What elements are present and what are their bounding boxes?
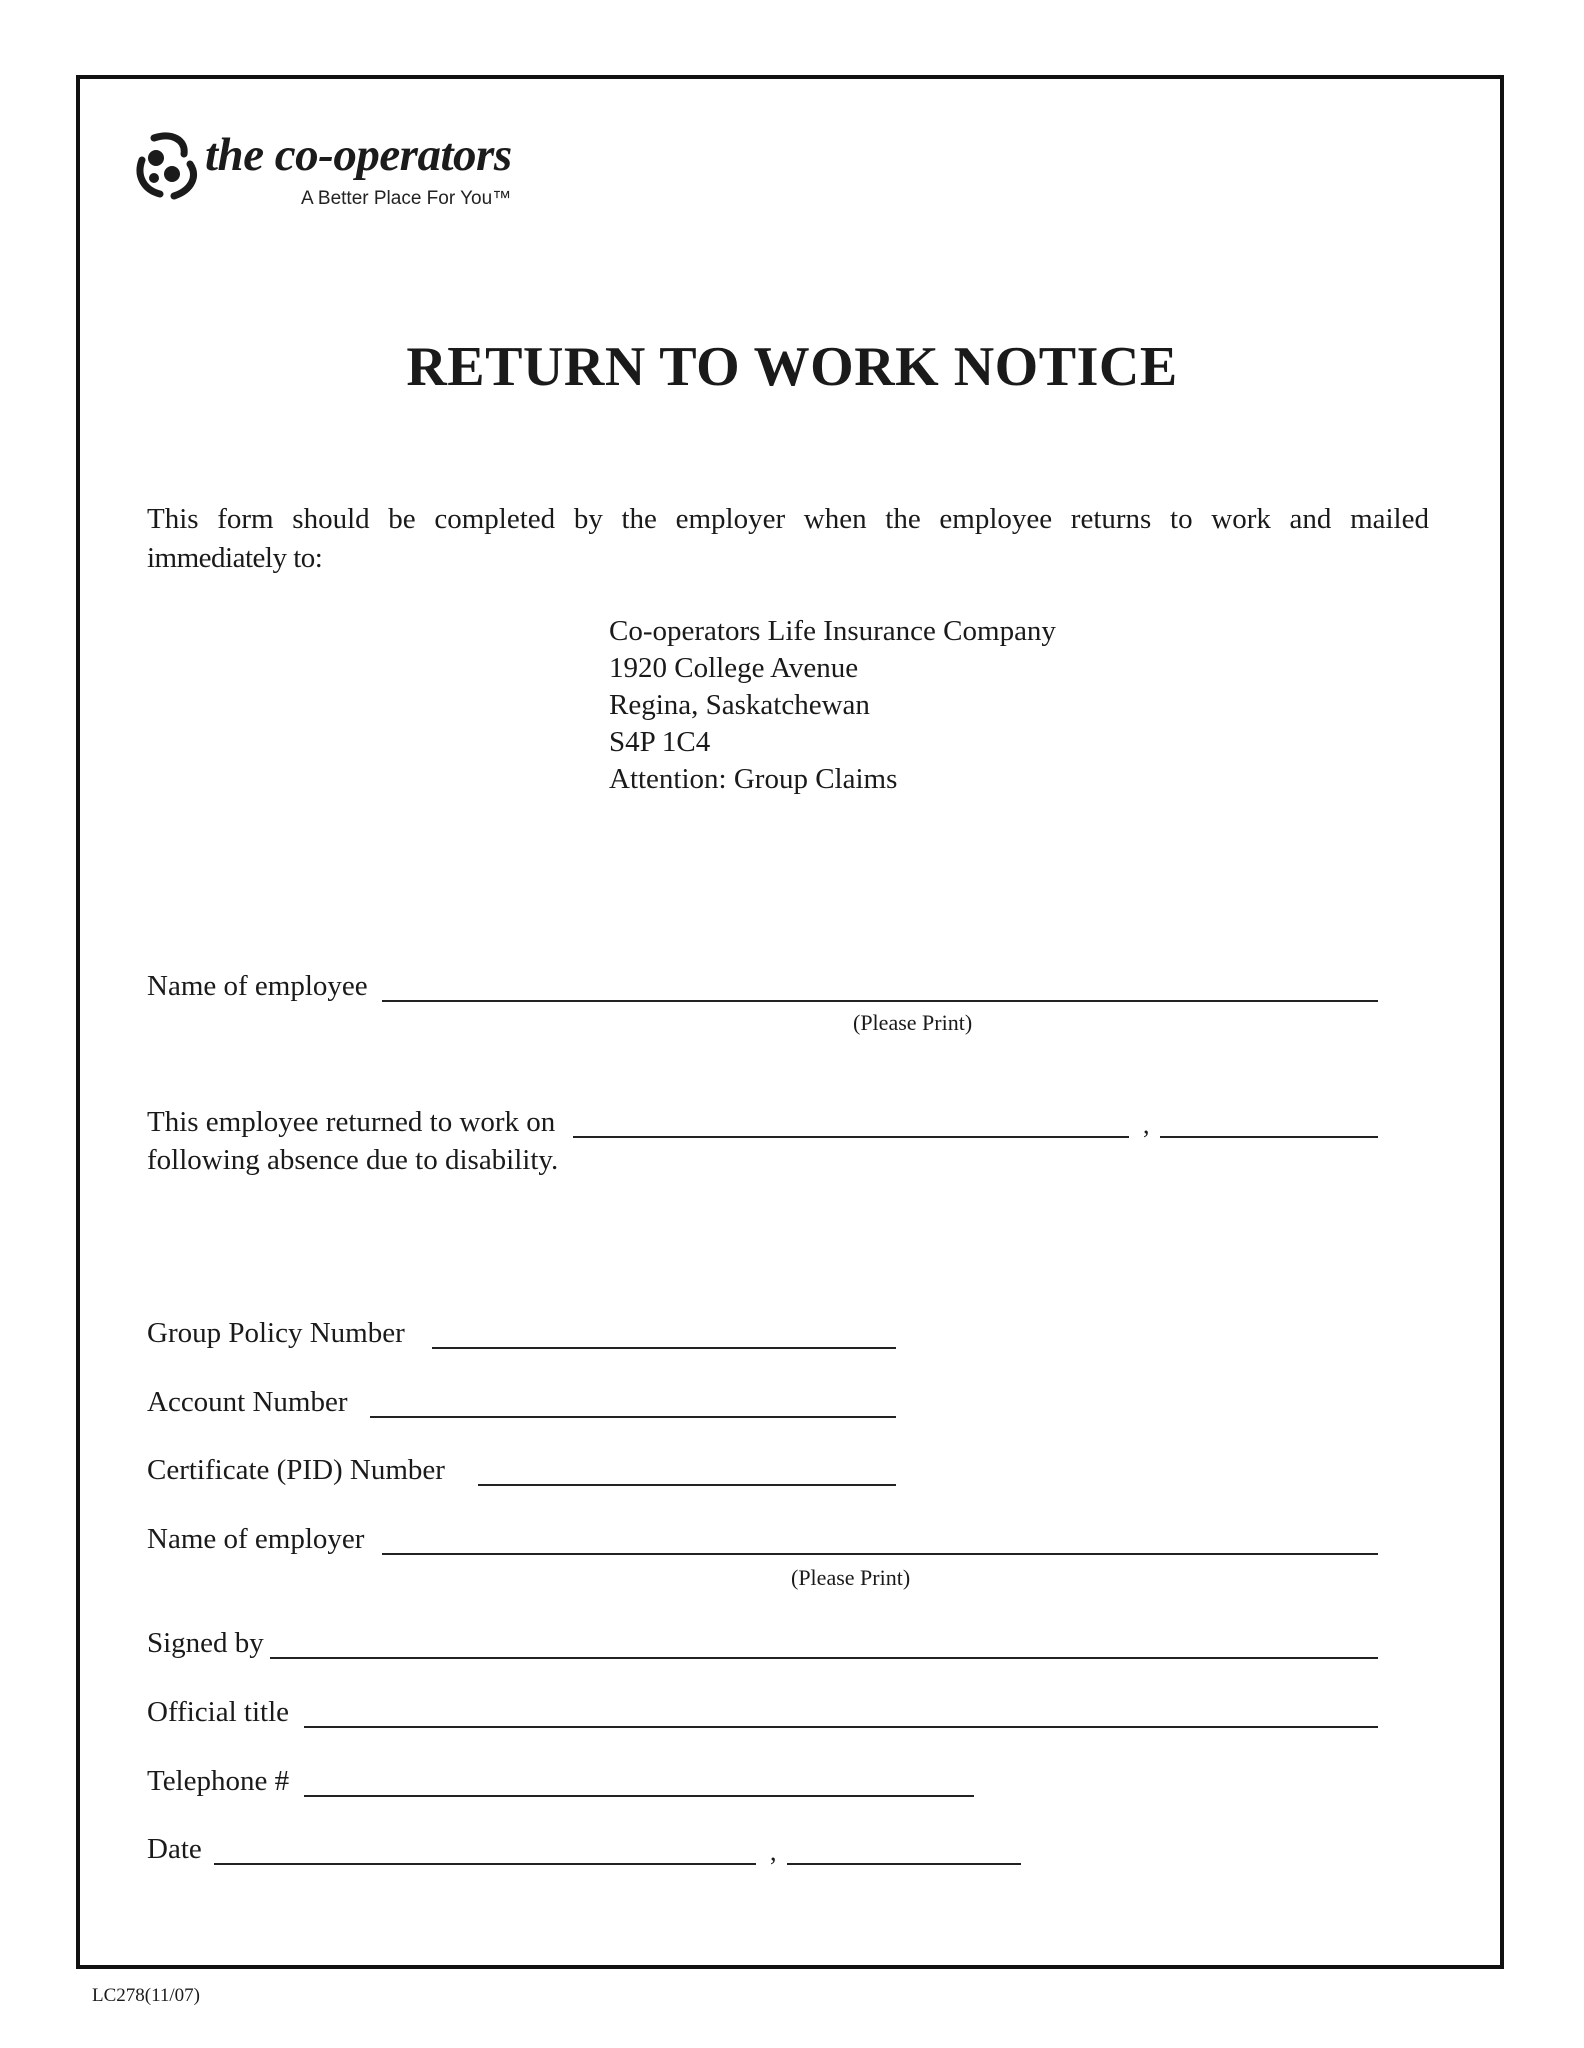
brand-name: the co-operators [205,129,512,181]
returned-label: This employee returned to work on [147,1106,556,1138]
employer-name-label: Name of employer [147,1523,365,1555]
page-title: RETURN TO WORK NOTICE [406,336,1178,398]
date-field[interactable] [214,1863,756,1865]
employee-name-label: Name of employee [147,970,368,1002]
signed-by-field[interactable] [270,1657,1378,1659]
returned-separator: , [1143,1110,1150,1139]
telephone-label: Telephone # [147,1765,290,1797]
employer-name-field[interactable] [382,1553,1378,1555]
returned-date-field[interactable] [573,1136,1129,1138]
certificate-label: Certificate (PID) Number [147,1454,445,1486]
employee-name-hint: (Please Print) [853,1010,973,1035]
account-field[interactable] [370,1416,896,1418]
date-label: Date [147,1833,202,1865]
address-city: Regina, Saskatchewan [609,689,870,721]
signed-by-label: Signed by [147,1627,264,1659]
telephone-field[interactable] [304,1795,974,1797]
date-separator: , [770,1837,777,1866]
address-company: Co-operators Life Insurance Company [609,615,1056,647]
certificate-field[interactable] [478,1484,896,1486]
intro-line-1: This form should be completed by the employer when the employee returns to work and mailed [147,503,1429,535]
returned-suffix: following absence due to disability. [147,1144,559,1176]
intro-line-2: immediately to: [147,542,323,574]
form-code: LC278(11/07) [92,1985,201,2006]
group-policy-label: Group Policy Number [147,1317,405,1349]
returned-year-field[interactable] [1160,1136,1378,1138]
brand-tagline: A Better Place For You™ [301,188,512,209]
address-street: 1920 College Avenue [609,652,859,684]
address-attention: Attention: Group Claims [609,763,898,795]
co-operators-logo-icon [134,130,200,202]
official-title-label: Official title [147,1696,289,1728]
date-year-field[interactable] [787,1863,1021,1865]
official-title-field[interactable] [304,1726,1378,1728]
address-postal: S4P 1C4 [609,726,711,758]
employer-name-hint: (Please Print) [791,1565,911,1590]
account-label: Account Number [147,1386,348,1418]
group-policy-field[interactable] [432,1347,896,1349]
employee-name-field[interactable] [382,1000,1378,1002]
